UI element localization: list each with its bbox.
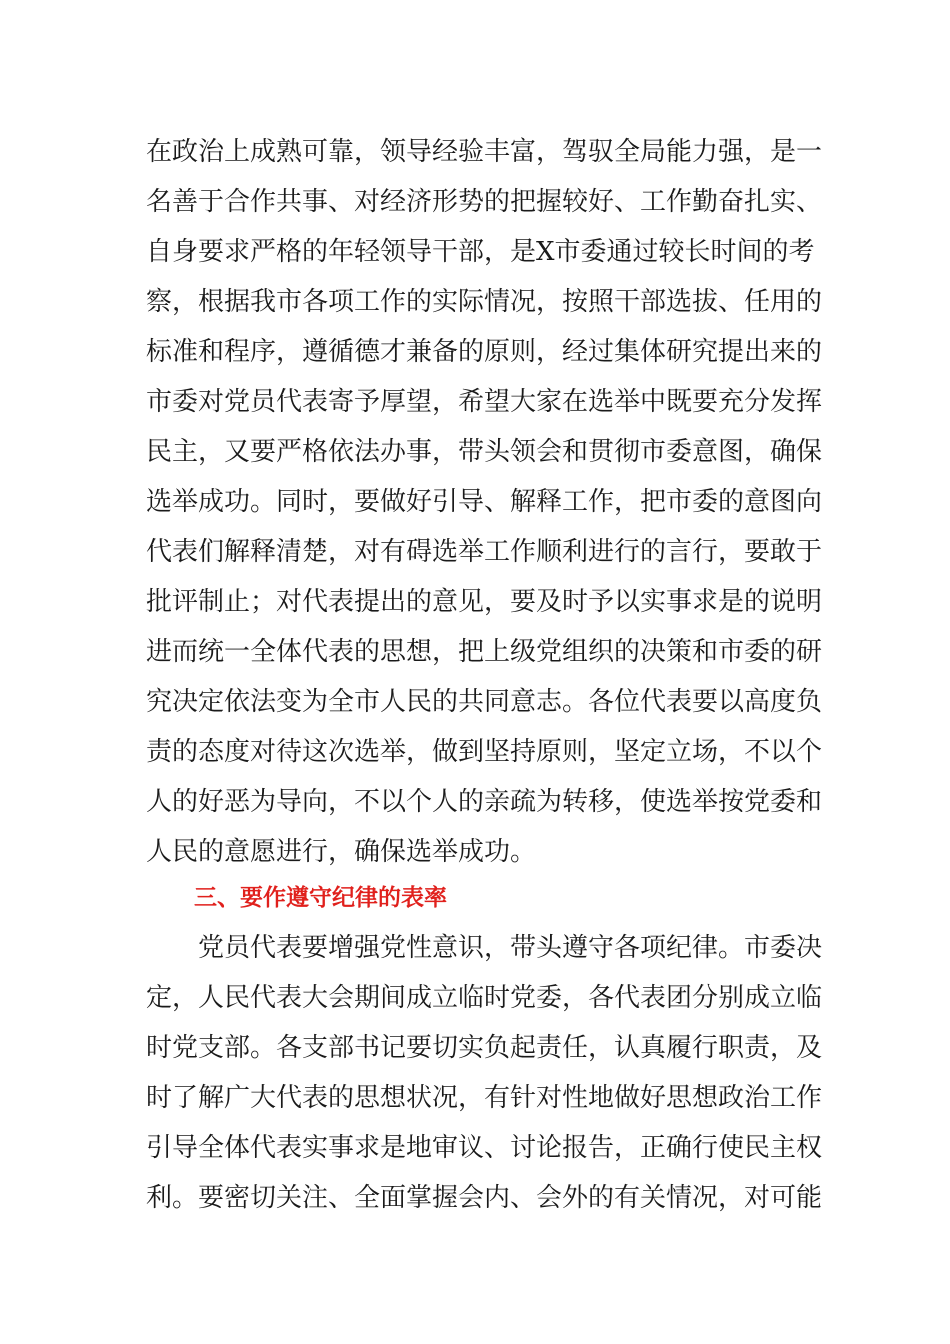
paragraph-line: 人的好恶为导向，不以个人的亲疏为转移，使选举按党委和: [146, 787, 823, 817]
paragraph-line: 标准和程序，遵循德才兼备的原则，经过集体研究提出来的: [146, 337, 823, 367]
paragraph-line: 名善于合作共事、对经济形势的把握较好、工作勤奋扎实、: [146, 187, 823, 217]
paragraph-line: 定，人民代表大会期间成立临时党委，各代表团分别成立临: [146, 983, 823, 1013]
paragraph-line: 民主，又要严格依法办事，带头领会和贯彻市委意图，确保: [146, 437, 823, 467]
paragraph-line: 党员代表要增强党性意识，带头遵守各项纪律。市委决: [198, 933, 823, 963]
paragraph-line: 进而统一全体代表的思想，把上级党组织的决策和市委的研: [146, 637, 823, 667]
paragraph-line: 人民的意愿进行，确保选举成功。: [146, 837, 537, 867]
paragraph-line: 责的态度对待这次选举，做到坚持原则，坚定立场，不以个: [146, 737, 823, 767]
paragraph-line: 批评制止；对代表提出的意见，要及时予以实事求是的说明: [146, 587, 823, 617]
paragraph-line: 选举成功。同时，要做好引导、解释工作，把市委的意图向: [146, 487, 823, 517]
section-heading: 三、要作遵守纪律的表率: [194, 885, 447, 911]
paragraph-line: 引导全体代表实事求是地审议、讨论报告，正确行使民主权: [146, 1133, 823, 1163]
paragraph-line: 代表们解释清楚，对有碍选举工作顺利进行的言行，要敢于: [146, 537, 823, 567]
paragraph-line: 察，根据我市各项工作的实际情况，按照干部选拔、任用的: [146, 287, 823, 317]
paragraph-line: 自身要求严格的年轻领导干部，是X市委通过较长时间的考: [146, 237, 815, 267]
paragraph-line: 时了解广大代表的思想状况，有针对性地做好思想政治工作: [146, 1083, 823, 1113]
paragraph-line: 究决定依法变为全市人民的共同意志。各位代表要以高度负: [146, 687, 823, 717]
paragraph-line: 市委对党员代表寄予厚望，希望大家在选举中既要充分发挥: [146, 387, 823, 417]
paragraph-line: 在政治上成熟可靠，领导经验丰富，驾驭全局能力强，是一: [146, 137, 823, 167]
paragraph-line: 利。要密切关注、全面掌握会内、会外的有关情况，对可能: [146, 1183, 823, 1213]
paragraph-line: 时党支部。各支部书记要切实负起责任，认真履行职责，及: [146, 1033, 823, 1063]
